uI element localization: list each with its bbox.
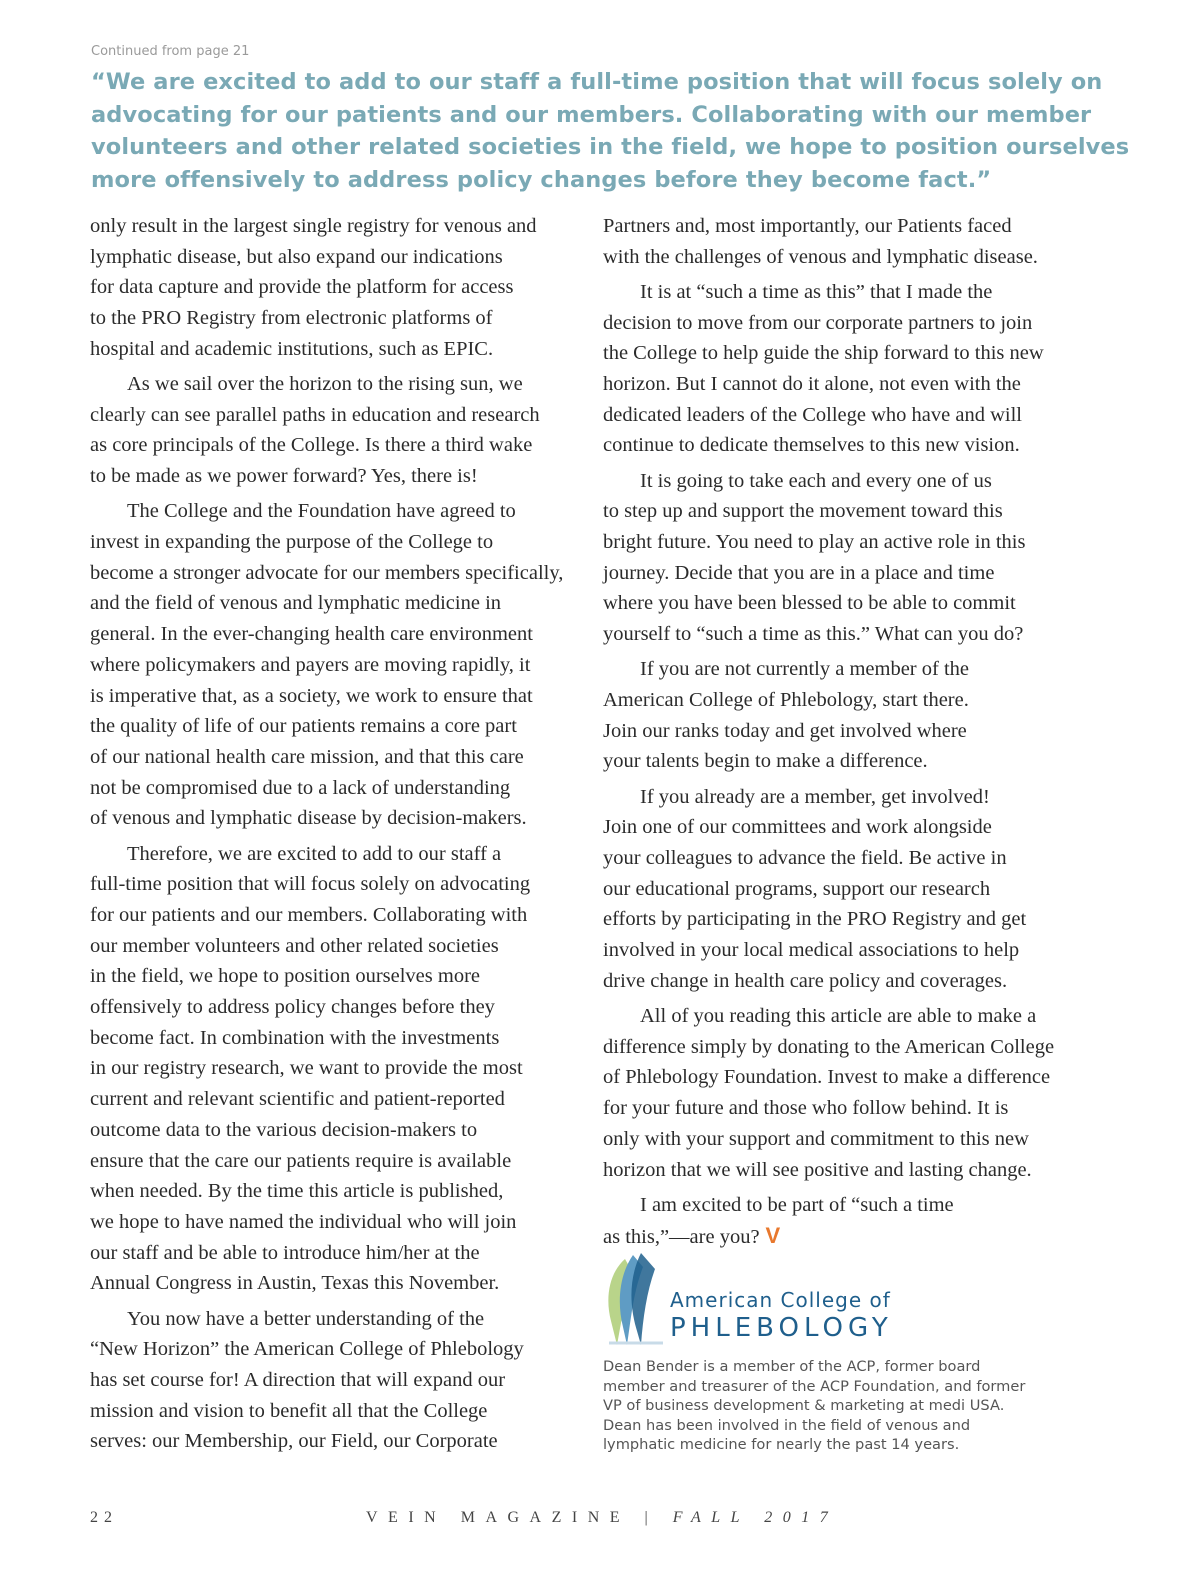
footer-separator: | bbox=[644, 1509, 659, 1526]
article-line: If you already are a member, get involved! bbox=[640, 785, 990, 808]
article-line: for your future and those who follow behind. It is bbox=[603, 1097, 1009, 1120]
article-line: as this,”—are you? V bbox=[603, 1222, 781, 1248]
article-paragraph bbox=[90, 211, 575, 365]
article-line: It is at “such a time as this” that I made the bbox=[640, 280, 993, 303]
article-line: ensure that the care our patients require is available bbox=[90, 1149, 512, 1172]
article-line: Partners and, most importantly, our Patients faced bbox=[603, 215, 1012, 237]
author-bio bbox=[603, 1357, 1093, 1455]
page-footer bbox=[0, 1509, 1200, 1533]
article-line: efforts by participating in the PRO Registry and get bbox=[603, 908, 1027, 931]
pull-quote bbox=[91, 66, 1130, 196]
article-line: become a stronger advocate for our members specifically, bbox=[90, 561, 564, 584]
article-line: mission and vision to benefit all that the College bbox=[90, 1399, 488, 1422]
article-line: our educational programs, support our research bbox=[603, 877, 991, 900]
pull-quote-line: “We are excited to add to our staff a full-time position that will focus solely on bbox=[91, 69, 1103, 95]
article-paragraph bbox=[90, 1304, 575, 1458]
article-line: involved in your local medical associations to help bbox=[603, 939, 1020, 962]
article-line: horizon that we will see positive and lasting change. bbox=[603, 1158, 1032, 1181]
article-line: our member volunteers and other related societies bbox=[90, 934, 499, 957]
article-line: Therefore, we are excited to add to our staff a bbox=[127, 842, 502, 865]
article-paragraph bbox=[90, 496, 575, 834]
article-line: Annual Congress in Austin, Texas this November. bbox=[90, 1272, 500, 1295]
article-line: as core principals of the College. Is there a third wake bbox=[90, 434, 533, 457]
end-mark-icon: V bbox=[765, 1222, 781, 1248]
article-line: the College to help guide the ship forward to this new bbox=[603, 342, 1044, 365]
article-line: only result in the largest single registry for venous and bbox=[90, 215, 537, 237]
article-line: for data capture and provide the platform for access bbox=[90, 276, 514, 299]
article-line: lymphatic disease, but also expand our indications bbox=[90, 245, 503, 268]
bio-line: Dean Bender is a member of the ACP, former board bbox=[603, 1358, 981, 1375]
article-line: is imperative that, as a society, we work to ensure that bbox=[90, 684, 533, 707]
article-line: dedicated leaders of the College who have and will bbox=[603, 403, 1022, 426]
logo-text-line2: PHLEBOLOGY bbox=[670, 1313, 893, 1343]
page-number: 22 bbox=[90, 1509, 118, 1526]
article-line: horizon. But I cannot do it alone, not even with the bbox=[603, 373, 1021, 396]
article-line: offensively to address policy changes before they bbox=[90, 996, 495, 1019]
article-line: journey. Decide that you are in a place and time bbox=[603, 561, 995, 584]
logo-text-line1: American College of bbox=[670, 1288, 891, 1312]
bio-line: VP of business development & marketing at medi USA. bbox=[603, 1397, 1005, 1415]
article-line: clearly can see parallel paths in education and research bbox=[90, 403, 540, 426]
article-line: If you are not currently a member of the bbox=[640, 658, 970, 681]
article-line: “New Horizon” the American College of Phlebology bbox=[90, 1338, 524, 1361]
article-line: with the challenges of venous and lymphatic disease. bbox=[603, 245, 1038, 268]
bio-line: lymphatic medicine for nearly the past 14 years. bbox=[603, 1436, 960, 1454]
article-paragraph bbox=[90, 839, 575, 1300]
article-paragraph bbox=[90, 369, 575, 492]
article-paragraph bbox=[603, 466, 1088, 650]
article-line: Join one of our committees and work alongside bbox=[603, 816, 992, 839]
article-line: yourself to “such a time as this.” What can you do? bbox=[603, 623, 1024, 646]
article-line: our staff and be able to introduce him/her at the bbox=[90, 1241, 480, 1264]
article-line: All of you reading this article are able to make a bbox=[640, 1005, 1037, 1028]
article-line: we hope to have named the individual who will join bbox=[90, 1211, 517, 1233]
footer-publication bbox=[366, 1509, 838, 1527]
article-line: where you have been blessed to be able to commit bbox=[603, 592, 1016, 615]
article-line: The College and the Foundation have agreed to bbox=[127, 500, 516, 523]
article-line: to be made as we power forward? Yes, there is! bbox=[90, 465, 478, 488]
article-paragraph bbox=[603, 1190, 1088, 1252]
article-line: continue to dedicate themselves to this new vision. bbox=[603, 434, 1020, 457]
article-line: in the field, we hope to position ourselves more bbox=[90, 965, 480, 988]
pull-quote-line: more offensively to address policy changes before they become fact.” bbox=[91, 166, 992, 193]
article-line: It is going to take each and every one of us bbox=[640, 469, 992, 492]
article-line: current and relevant scientific and patient-reported bbox=[90, 1088, 505, 1111]
article-column-right bbox=[603, 211, 1088, 1257]
article-line: only with your support and commitment to this new bbox=[603, 1127, 1029, 1150]
article-line: and the field of venous and lymphatic medicine in bbox=[90, 592, 502, 615]
article-line: of venous and lymphatic disease by decision-makers. bbox=[90, 807, 527, 830]
article-line: invest in expanding the purpose of the College to bbox=[90, 531, 494, 554]
article-line: of our national health care mission, and that this care bbox=[90, 745, 524, 768]
article-paragraph bbox=[603, 1001, 1088, 1185]
article-line: of Phlebology Foundation. Invest to make a difference bbox=[603, 1066, 1051, 1089]
issue-name: FALL 2017 bbox=[672, 1509, 839, 1526]
pull-quote-line: advocating for our patients and our members. Collaborating with our member bbox=[91, 101, 1092, 128]
article-line: drive change in health care policy and coverages. bbox=[603, 969, 1008, 992]
article-line: Join our ranks today and get involved where bbox=[603, 719, 967, 742]
article-line: your colleagues to advance the field. Be active in bbox=[603, 847, 1007, 870]
article-line: the quality of life of our patients remains a core part bbox=[90, 715, 517, 738]
article-column-left bbox=[90, 211, 575, 1462]
article-line: I am excited to be part of “such a time bbox=[640, 1193, 954, 1216]
article-line: full-time position that will focus solely on advocating bbox=[90, 873, 531, 896]
magazine-name: VEIN MAGAZINE bbox=[366, 1509, 631, 1526]
article-line: has set course for! A direction that will expand our bbox=[90, 1369, 506, 1392]
continued-note: Continued from page 21 bbox=[91, 44, 250, 59]
article-line: where policymakers and payers are moving rapidly, it bbox=[90, 653, 531, 676]
article-paragraph bbox=[603, 211, 1088, 272]
article-line: to the PRO Registry from electronic platforms of bbox=[90, 307, 493, 330]
article-line: As we sail over the horizon to the rising sun, we bbox=[127, 373, 523, 396]
article-line: become fact. In combination with the investments bbox=[90, 1026, 500, 1049]
article-line: difference simply by donating to the American College bbox=[603, 1035, 1055, 1058]
article-line: You now have a better understanding of the bbox=[127, 1307, 485, 1330]
article-line: to step up and support the movement toward this bbox=[603, 500, 1003, 523]
article-line: decision to move from our corporate partners to join bbox=[603, 311, 1033, 334]
article-line: American College of Phlebology, start there. bbox=[603, 689, 969, 712]
article-line: bright future. You need to play an active role in this bbox=[603, 531, 1026, 554]
article-line: your talents begin to make a difference. bbox=[603, 750, 928, 773]
article-line: serves: our Membership, our Field, our Corporate bbox=[90, 1430, 498, 1453]
pull-quote-line: volunteers and other related societies in the field, we hope to position ourselves bbox=[91, 134, 1130, 160]
article-line: not be compromised due to a lack of understanding bbox=[90, 776, 511, 799]
bio-line: member and treasurer of the ACP Foundation, and former bbox=[603, 1377, 1026, 1395]
article-line: general. In the ever-changing health care environment bbox=[90, 623, 533, 646]
article-paragraph bbox=[603, 654, 1088, 777]
article-paragraph bbox=[603, 782, 1088, 997]
article-line: in our registry research, we want to provide the most bbox=[90, 1057, 523, 1080]
article-line: hospital and academic institutions, such as EPIC. bbox=[90, 337, 494, 360]
article-line: for our patients and our members. Collaborating with bbox=[90, 903, 528, 926]
article-line: outcome data to the various decision-makers to bbox=[90, 1118, 478, 1141]
article-paragraph bbox=[603, 277, 1088, 461]
article-line: when needed. By the time this article is published, bbox=[90, 1180, 504, 1203]
bio-line: Dean has been involved in the field of venous and bbox=[603, 1416, 971, 1434]
